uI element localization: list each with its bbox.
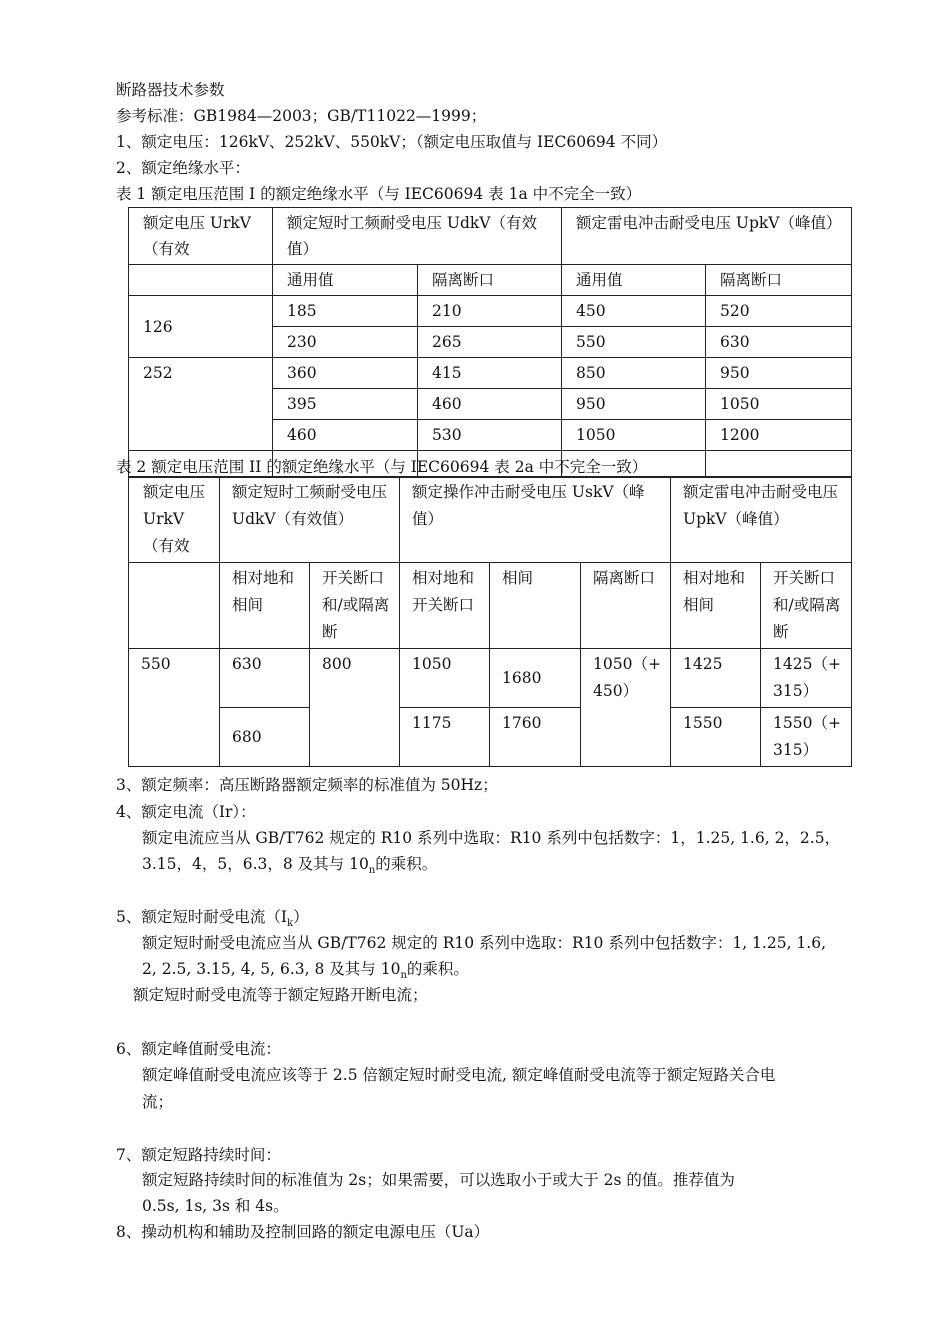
table-cell: 630 xyxy=(220,649,310,708)
table-row xyxy=(129,649,852,708)
table-cell: 1425（+315） xyxy=(761,649,852,708)
table1-caption: 表 1 额定电压范围 I 的额定绝缘水平（与 IEC60694 表 1a 中不完全一致） xyxy=(116,185,642,203)
t1-sub-common-2: 通用值 xyxy=(562,265,706,296)
table-row xyxy=(129,358,852,389)
table-cell: 850 xyxy=(562,358,706,389)
t2-header-ud: 额定短时工频耐受电压 UdkV（有效值） xyxy=(220,477,400,563)
t1-ur-126: 126 xyxy=(129,296,273,358)
t2-sub-empty xyxy=(129,563,220,649)
table-cell: 460 xyxy=(273,420,418,451)
table-row xyxy=(129,708,852,767)
table-cell: 520 xyxy=(706,296,852,327)
short-time-current-text-3: 额定短时耐受电流等于额定短路开断电流； xyxy=(133,986,428,1004)
rated-current-text-2: 3.15，4，5，6.3，8 及其与 $10_n$的乘积。 xyxy=(142,855,438,877)
t2-sub-up-phase: 相对地和相间 xyxy=(671,563,761,649)
table-cell: 415 xyxy=(418,358,562,389)
t2-header-us: 额定操作冲击耐受电压 UskV（峰值） xyxy=(400,477,671,563)
table-cell: 265 xyxy=(418,327,562,358)
item-rated-voltage: 1、额定电压：126kV、252kV、550kV；（额定电压取值与 IEC60694 不同） xyxy=(116,133,668,151)
item-peak-current: 6、额定峰值耐受电流： xyxy=(116,1040,281,1058)
t1-header-ud: 额定短时工频耐受电压 UdkV（有效值） xyxy=(273,208,562,265)
short-time-current-text-1: 额定短时耐受电流应当从 GB/T762 规定的 R10 系列中选取：R10 系列中包括数字：1, 1.25, 1.6, xyxy=(142,934,827,952)
table1-insulation-range-1 xyxy=(128,207,852,478)
duration-text-1: 额定短路持续时间的标准值为 2s；如果需要，可以选取小于或大于 2s 的值。推荐值为 xyxy=(142,1171,735,1189)
table-cell: 450 xyxy=(562,296,706,327)
table-cell: 1550（+315） xyxy=(761,708,852,767)
t1-sub-common-1: 通用值 xyxy=(273,265,418,296)
t2-sub-us-isolating: 隔离断口 xyxy=(581,563,671,649)
item-supply-voltage: 8、操动机构和辅助及控制回路的额定电源电压（Ua） xyxy=(116,1223,490,1241)
table-cell: 530 xyxy=(418,420,562,451)
table-cell: 395 xyxy=(273,389,418,420)
table-cell: 1050 xyxy=(400,649,490,708)
table2-caption: 表 2 额定电压范围 II 的额定绝缘水平（与 IEC60694 表 2a 中不完全一致） xyxy=(116,458,648,476)
item-rated-frequency: 3、额定频率：高压断路器额定频率的标准值为 50Hz； xyxy=(116,776,498,794)
table-cell: 1550 xyxy=(671,708,761,767)
table-cell: 460 xyxy=(418,389,562,420)
table-cell: 630 xyxy=(706,327,852,358)
table-cell: 680 xyxy=(220,708,310,767)
item-short-time-current: 5、额定短时耐受电流$(I_k)$ xyxy=(116,908,309,930)
t2-header-ur: 额定电压 UrkV（有效 xyxy=(129,477,220,563)
table-cell: 185 xyxy=(273,296,418,327)
table2-insulation-range-2 xyxy=(128,476,852,767)
table-cell: 360 xyxy=(273,358,418,389)
peak-current-text-2: 流； xyxy=(142,1093,174,1111)
table-cell: 950 xyxy=(562,389,706,420)
t1-sub-isolating-1: 隔离断口 xyxy=(418,265,562,296)
table-cell: 1760 xyxy=(490,708,581,767)
t1-sub-empty xyxy=(129,265,273,296)
t2-sub-ud-break: 开关断口和/或隔离断 xyxy=(310,563,400,649)
rated-current-text-1: 额定电流应当从 GB/T762 规定的 R10 系列中选取：R10 系列中包括数字：1，1.25, 1.6, 2，2.5， xyxy=(142,829,841,847)
t1-header-ur: 额定电压 UrkV（有效 xyxy=(129,208,273,265)
table-cell: 230 xyxy=(273,327,418,358)
table-cell: 1425 xyxy=(671,649,761,708)
table-cell: 210 xyxy=(418,296,562,327)
table-row xyxy=(129,296,852,327)
t1-sub-isolating-2: 隔离断口 xyxy=(706,265,852,296)
table-cell xyxy=(706,451,852,478)
item-short-circuit-duration: 7、额定短路持续时间： xyxy=(116,1146,281,1164)
t2-sub-us-phase: 相对地和开关断口 xyxy=(400,563,490,649)
table-cell: 1050 xyxy=(706,389,852,420)
reference-standard: 参考标准：GB1984—2003；GB/T11022—1999； xyxy=(116,107,487,125)
table-cell: 1200 xyxy=(706,420,852,451)
t1-ur-252: 252 xyxy=(129,358,273,451)
duration-text-2: 0.5s, 1s, 3s 和 4s。 xyxy=(142,1197,289,1215)
t2-sub-ud-phase: 相对地和相间 xyxy=(220,563,310,649)
t2-sub-up-break: 开关断口和/或隔离断 xyxy=(761,563,852,649)
short-time-current-text-2: 2, 2.5, 3.15, 4, 5, 6.3, 8 及其与 $10_n$的乘积。 xyxy=(142,960,469,982)
peak-current-text-1: 额定峰值耐受电流应该等于 2.5 倍额定短时耐受电流, 额定峰值耐受电流等于额定短路关合电 xyxy=(142,1066,776,1084)
t1-header-up: 额定雷电冲击耐受电压 UpkV（峰值） xyxy=(562,208,852,265)
t2-ur-550: 550 xyxy=(129,649,220,767)
doc-title: 断路器技术参数 xyxy=(116,81,225,99)
table-cell: 800 xyxy=(310,649,400,767)
table-cell: 950 xyxy=(706,358,852,389)
t2-sub-us-between: 相间 xyxy=(490,563,581,649)
table-cell: 1175 xyxy=(400,708,490,767)
table-cell: 1050 xyxy=(562,420,706,451)
table-cell: 1680 xyxy=(490,649,581,708)
table-cell: 1050（+450） xyxy=(581,649,671,767)
item-insulation-level: 2、额定绝缘水平： xyxy=(116,159,250,177)
t2-header-up: 额定雷电冲击耐受电压 UpkV（峰值） xyxy=(671,477,852,563)
table-cell: 550 xyxy=(562,327,706,358)
item-rated-current: 4、额定电流（Ir）： xyxy=(116,803,256,821)
